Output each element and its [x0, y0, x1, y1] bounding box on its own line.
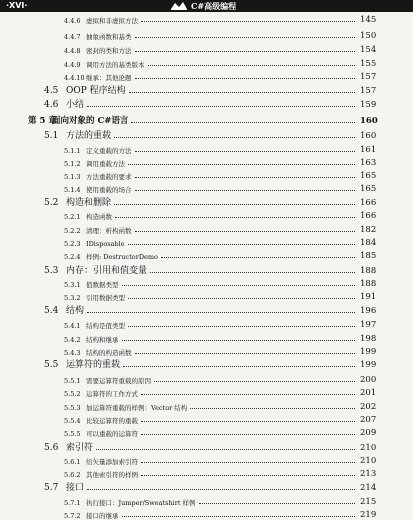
toc-entry-page: 202	[360, 402, 377, 412]
leader-dots	[135, 78, 356, 79]
toc-entry	[0, 209, 413, 221]
toc-entry-title: 结构	[66, 306, 85, 316]
toc-entry-page: 155	[360, 59, 377, 69]
toc-entry-number: 4.4.7	[64, 33, 81, 41]
toc-entry-page: 160	[360, 131, 377, 141]
leader-dots	[141, 21, 355, 22]
toc-entry-page: 199	[360, 347, 377, 357]
toc-entry-page: 166	[360, 211, 377, 221]
toc-entry-page: 157	[360, 86, 377, 96]
toc-entry-title: 使用重载的场合	[86, 186, 132, 194]
leader-dots	[148, 65, 356, 66]
toc-entry-number: 5.7.1	[64, 499, 81, 507]
toc-entry-title: 继承：其他论题	[86, 74, 132, 82]
leader-dots	[87, 489, 355, 490]
toc-entry-page: 165	[360, 171, 377, 181]
toc-entry	[0, 495, 413, 507]
toc-entry-number: 5.6.2	[64, 471, 81, 479]
toc-entry	[0, 223, 413, 235]
toc-entry-title: 结构和继承	[86, 336, 119, 344]
toc-entry	[0, 441, 413, 453]
toc-entry-page: 213	[360, 469, 377, 479]
toc-entry-page: 209	[360, 428, 377, 438]
toc-entry	[0, 156, 413, 168]
toc-entry-page: 185	[360, 251, 377, 261]
toc-entry-number: 5.5.3	[64, 404, 81, 412]
toc-entry-number: 5.1.4	[64, 186, 81, 194]
toc-entry-page: 214	[360, 483, 377, 493]
toc-entry-title: 其他索引符的样例	[86, 471, 138, 479]
toc-entry-page: 182	[360, 225, 377, 235]
leader-dots	[128, 164, 355, 165]
leader-dots	[141, 421, 355, 422]
toc-entry-page: 166	[360, 198, 377, 208]
toc-entry-page: 207	[360, 415, 377, 425]
toc-entry-title: 给矢量添加索引符	[86, 458, 138, 466]
leader-dots	[123, 366, 355, 367]
toc-entry	[0, 143, 413, 155]
toc-entry-title: 可以重载的运算符	[86, 430, 138, 438]
toc-entry-title: 内存：引用和值变量	[66, 266, 148, 276]
toc-entry	[0, 318, 413, 330]
leader-dots	[122, 285, 356, 286]
toc-entry-number: 5.6.1	[64, 458, 81, 466]
toc-entry-page: 159	[360, 100, 377, 110]
leader-dots	[135, 177, 356, 178]
toc-entry	[0, 236, 413, 248]
toc-entry	[0, 345, 413, 357]
toc-entry-title: 构造函数	[86, 213, 112, 221]
leader-dots	[141, 462, 355, 463]
leader-dots	[87, 106, 355, 107]
toc-entry-number: 5.5.5	[64, 430, 81, 438]
leader-dots	[135, 51, 356, 52]
toc-entry-page: 210	[360, 443, 377, 453]
toc-entry-title: OOP 程序结构	[66, 86, 126, 96]
toc-entry-page: 184	[360, 238, 377, 248]
toc-entry-page: 163	[360, 158, 377, 168]
toc-entry-title: 结构是值类型	[86, 322, 125, 330]
toc-entry-number: 4.6	[44, 100, 59, 110]
toc-entry	[0, 196, 413, 208]
toc-entry-page: 200	[360, 375, 377, 385]
toc-entry-number: 4.5	[44, 86, 59, 96]
toc-entry	[0, 13, 413, 25]
toc-entry-title: 调用方法的基类版本	[86, 61, 145, 69]
leader-dots	[122, 516, 356, 517]
toc-entry-number: 5.2.3	[64, 240, 81, 248]
leader-dots	[128, 244, 355, 245]
toc-entry-page: 157	[360, 72, 377, 82]
toc-entry-number: 4.4.6	[64, 17, 81, 25]
toc-entry-title: 比较运算符的重载	[86, 417, 138, 425]
leader-dots	[135, 231, 356, 232]
leader-dots	[141, 394, 355, 395]
toc-entry	[0, 332, 413, 344]
toc-entry-title: 运算符的重载	[66, 360, 121, 370]
toc-entry	[0, 29, 413, 41]
toc-entry-title: 索引符	[66, 443, 94, 453]
toc-entry-page: 197	[360, 320, 377, 330]
leader-dots	[96, 449, 355, 450]
toc-entry	[0, 358, 413, 370]
toc-entry	[0, 508, 413, 520]
toc-entry-number: 5.4.2	[64, 336, 81, 344]
toc-entry-title: IDisposable	[86, 240, 125, 248]
toc-entry	[0, 373, 413, 385]
toc-entry-page: 219	[360, 510, 377, 520]
book-title: C#高级编程	[191, 1, 237, 11]
leader-dots	[141, 434, 355, 435]
toc-entry-page: 154	[360, 45, 377, 55]
toc-entry-number: 5.3.1	[64, 281, 81, 289]
leader-dots	[114, 204, 355, 205]
toc-entry	[0, 169, 413, 181]
toc-entry	[0, 400, 413, 412]
toc-entry-title: 接口	[66, 483, 85, 493]
toc-entry-number: 5.1.1	[64, 147, 81, 155]
toc-entry	[0, 277, 413, 289]
toc-entry	[0, 70, 413, 82]
toc-entry	[0, 304, 413, 316]
leader-dots	[128, 326, 355, 327]
toc-entry-page: 210	[360, 456, 377, 466]
leader-dots	[122, 340, 356, 341]
leader-dots	[128, 298, 355, 299]
toc-entry-page: 191	[360, 292, 377, 302]
toc-entry	[0, 249, 413, 261]
toc-entry	[0, 290, 413, 302]
toc-entry-number: 第 5 章	[28, 116, 57, 126]
toc-entry-page: 145	[360, 15, 377, 25]
toc-entry-title: 虚拟和非虚拟方法	[86, 17, 138, 25]
leader-dots	[141, 475, 355, 476]
toc-entry-title: 接口的继承	[86, 512, 119, 520]
toc-entry-number: 5.4	[44, 306, 59, 316]
toc-entry-title: 引用数据类型	[86, 294, 125, 302]
toc-entry-number: 5.5.1	[64, 377, 81, 385]
leader-dots	[190, 408, 355, 409]
toc-entry-number: 5.2.1	[64, 213, 81, 221]
toc-entry-number: 5.1.3	[64, 173, 81, 181]
leader-dots	[131, 122, 355, 123]
leader-dots	[115, 217, 355, 218]
toc-entry-page: 165	[360, 184, 377, 194]
toc-entry-title: 方法的重载	[66, 131, 112, 141]
toc-entry-title: 清理：析构函数	[86, 227, 132, 235]
toc-entry-page: 199	[360, 360, 377, 370]
toc-entry-title: 加运算符重载的样例：Vector 结构	[86, 404, 188, 412]
toc-entry-title: 运算符的工作方式	[86, 390, 138, 398]
toc-entry-number: 5.5.4	[64, 417, 81, 425]
toc-entry-page: 196	[360, 306, 377, 316]
toc-entry-number: 5.4.3	[64, 349, 81, 357]
toc-entry-title: 面向对象的 C#语言	[52, 116, 129, 126]
toc-entry-number: 5.1	[44, 131, 59, 141]
toc-entry-number: 5.7	[44, 483, 59, 493]
toc-entry-page: 201	[360, 388, 377, 398]
toc-entry-title: 执行接口：Jumper/Sweatshirt 样例	[86, 499, 196, 507]
toc-entry-page: 188	[360, 266, 377, 276]
leader-dots	[150, 272, 355, 273]
toc-entry-number: 5.7.2	[64, 512, 81, 520]
toc-entry-number: 5.5	[44, 360, 59, 370]
toc-entry-number: 5.3	[44, 266, 59, 276]
toc-entry	[0, 129, 413, 141]
leader-dots	[135, 353, 356, 354]
toc-entry-number: 5.6	[44, 443, 59, 453]
toc-entry	[0, 57, 413, 69]
leader-dots	[154, 381, 355, 382]
toc-entry	[0, 98, 413, 110]
toc-entry	[0, 114, 413, 126]
leader-dots	[87, 312, 355, 313]
toc-entry-number: 5.3.2	[64, 294, 81, 302]
toc-entry-page: 160	[360, 116, 378, 126]
toc-entry-title: 需要运算符重载的原因	[86, 377, 151, 385]
toc-entry-page: 188	[360, 279, 377, 289]
toc-entry-number: 4.4.9	[64, 61, 81, 69]
toc-entry-title: 定义重载的方法	[86, 147, 132, 155]
toc-entry-title: 密封的类和方法	[86, 47, 132, 55]
toc-entry-title: 方法重载的要求	[86, 173, 132, 181]
toc-entry	[0, 467, 413, 479]
toc-entry	[0, 43, 413, 55]
toc-entry-title: 抽象函数和基类	[86, 33, 132, 41]
toc-entry-page: 150	[360, 31, 377, 41]
toc-entry-number: 5.1.2	[64, 160, 81, 168]
toc-entry	[0, 481, 413, 493]
toc-entry-title: 样例: DestructorDemo	[86, 253, 158, 261]
toc-entry	[0, 182, 413, 194]
toc-entry-number: 4.4.8	[64, 47, 81, 55]
toc-entry-title: 构造和删除	[66, 198, 112, 208]
leader-dots	[135, 190, 356, 191]
toc-entry-title: 结构的构造函数	[86, 349, 132, 357]
toc-entry	[0, 413, 413, 425]
toc-entry-number: 5.4.1	[64, 322, 81, 330]
toc-entry-title: 值数据类型	[86, 281, 119, 289]
toc-entry-title: 调用重载方法	[86, 160, 125, 168]
toc-entry-page: 161	[360, 145, 377, 155]
toc-entry	[0, 84, 413, 96]
toc-entry	[0, 386, 413, 398]
toc-entry	[0, 264, 413, 276]
toc-entry	[0, 454, 413, 466]
leader-dots	[114, 137, 355, 138]
toc-entry-number: 5.2	[44, 198, 59, 208]
toc-entry-title: 小结	[66, 100, 85, 110]
toc-entry-number: 4.4.10	[64, 74, 85, 82]
leader-dots	[129, 92, 355, 93]
leader-dots	[161, 257, 355, 258]
toc-entry-number: 5.2.4	[64, 253, 81, 261]
toc-entry-number: 5.2.2	[64, 227, 81, 235]
leader-dots	[135, 151, 356, 152]
toc-entry-page: 215	[360, 497, 377, 507]
toc-entry-number: 5.5.2	[64, 390, 81, 398]
toc-entry	[0, 426, 413, 438]
toc-entry-page: 198	[360, 334, 377, 344]
leader-dots	[135, 37, 356, 38]
page-number: ·XVI·	[6, 1, 28, 10]
leader-dots	[199, 503, 356, 504]
